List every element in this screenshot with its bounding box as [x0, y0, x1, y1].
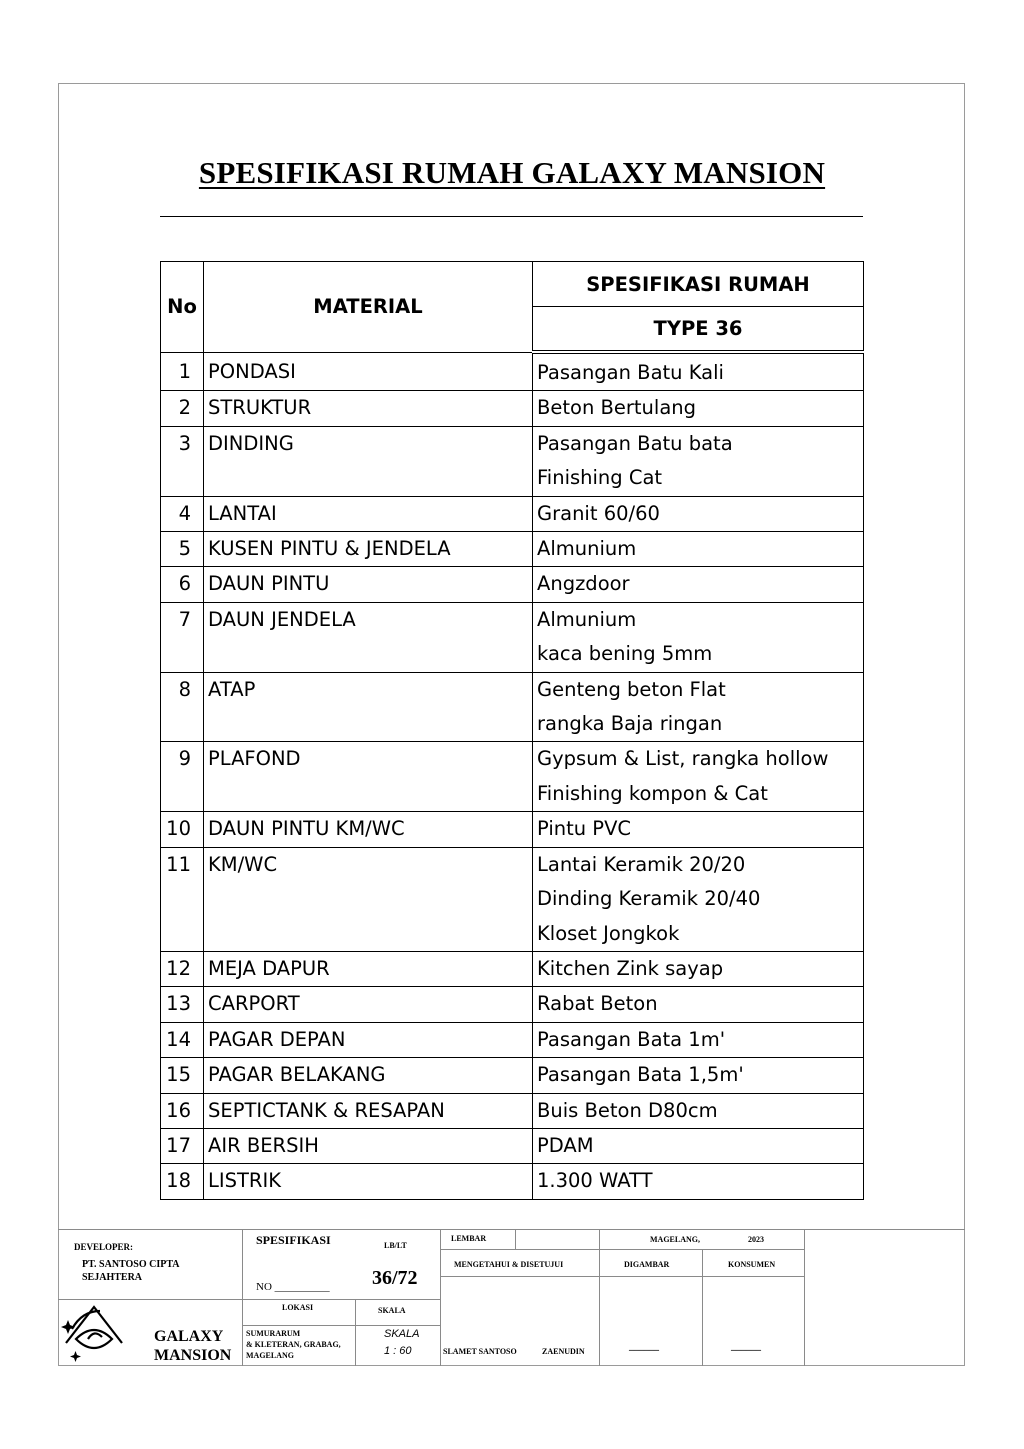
- row-material: [204, 917, 533, 952]
- row-number: 3: [161, 426, 204, 461]
- table-row: [161, 707, 864, 742]
- row-material: SEPTICTANK & RESAPAN: [204, 1093, 533, 1128]
- row-spec: Kloset Jongkok: [533, 917, 864, 952]
- signer-1: SLAMET SANTOSO: [443, 1347, 517, 1356]
- row-material: DAUN PINTU KM/WC: [204, 812, 533, 847]
- title-block: [58, 1229, 965, 1366]
- row-number: [161, 461, 204, 496]
- row-material: PAGAR DEPAN: [204, 1022, 533, 1057]
- title-rule: [160, 216, 863, 217]
- skala-value: 1 : 60: [384, 1345, 412, 1357]
- table-row: [161, 1058, 864, 1093]
- row-number: 12: [161, 951, 204, 986]
- row-spec: Pasangan Bata 1,5m': [533, 1058, 864, 1093]
- row-material: DINDING: [204, 426, 533, 461]
- spesifikasi-label: SPESIFIKASI: [256, 1233, 331, 1247]
- row-number: 2: [161, 391, 204, 426]
- table-row: [161, 1093, 864, 1128]
- sign-line-client: ______: [731, 1341, 761, 1352]
- table-row: [161, 532, 864, 567]
- row-number: [161, 707, 204, 742]
- header-spec: SPESIFIKASI RUMAH: [533, 262, 864, 307]
- row-material: AIR BERSIH: [204, 1128, 533, 1163]
- signer-2: ZAENUDIN: [542, 1347, 585, 1356]
- table-row: [161, 742, 864, 777]
- row-number: [161, 777, 204, 812]
- row-material: [204, 882, 533, 916]
- row-material: CARPORT: [204, 987, 533, 1022]
- developer-label: DEVELOPER:: [74, 1242, 134, 1252]
- row-number: 1: [161, 352, 204, 391]
- row-material: DAUN PINTU: [204, 567, 533, 602]
- developer-name-line1: PT. SANTOSO CIPTA: [82, 1259, 180, 1270]
- table-row: [161, 917, 864, 952]
- lokasi-line2: & KLETERAN, GRABAG,: [246, 1340, 341, 1349]
- row-material: PLAFOND: [204, 742, 533, 777]
- lokasi-line3: MAGELANG: [246, 1351, 294, 1360]
- row-spec: Genteng beton Flat: [533, 672, 864, 707]
- row-number: 13: [161, 987, 204, 1022]
- row-spec: Lantai Keramik 20/20: [533, 847, 864, 882]
- lembar-label: LEMBAR: [451, 1234, 487, 1243]
- table-row: [161, 777, 864, 812]
- row-number: 10: [161, 812, 204, 847]
- row-spec: Almunium: [533, 532, 864, 567]
- row-number: 7: [161, 602, 204, 637]
- row-material: DAUN JENDELA: [204, 602, 533, 637]
- row-spec: Almunium: [533, 602, 864, 637]
- table-row: [161, 987, 864, 1022]
- row-material: LISTRIK: [204, 1164, 533, 1199]
- table-row: [161, 637, 864, 672]
- row-number: 5: [161, 532, 204, 567]
- logo-text-galaxy: GALAXY: [154, 1328, 224, 1345]
- row-spec: rangka Baja ringan: [533, 707, 864, 742]
- header-type: TYPE 36: [533, 307, 864, 353]
- table-row: [161, 847, 864, 882]
- row-number: [161, 637, 204, 672]
- row-material: MEJA DAPUR: [204, 951, 533, 986]
- row-number: 6: [161, 567, 204, 602]
- row-spec: Beton Bertulang: [533, 391, 864, 426]
- row-material: [204, 777, 533, 812]
- row-spec: Dinding Keramik 20/40: [533, 882, 864, 916]
- table-row: [161, 1128, 864, 1163]
- row-spec: Pintu PVC: [533, 812, 864, 847]
- spec-table: [160, 261, 864, 1200]
- row-material: KUSEN PINTU & JENDELA: [204, 532, 533, 567]
- header-material: MATERIAL: [204, 262, 533, 353]
- row-material: [204, 707, 533, 742]
- row-number: [161, 882, 204, 916]
- table-row: [161, 812, 864, 847]
- document-no: NO __________: [256, 1281, 330, 1293]
- lokasi-line1: SUMURARUM: [246, 1329, 301, 1338]
- row-number: 4: [161, 496, 204, 531]
- row-spec: Kitchen Zink sayap: [533, 951, 864, 986]
- row-material: STRUKTUR: [204, 391, 533, 426]
- table-row: [161, 567, 864, 602]
- row-number: 8: [161, 672, 204, 707]
- row-material: PAGAR BELAKANG: [204, 1058, 533, 1093]
- sign-line-drawn: ______: [629, 1341, 659, 1352]
- table-row: [161, 1164, 864, 1199]
- lokasi-label: LOKASI: [282, 1303, 314, 1312]
- row-spec: PDAM: [533, 1128, 864, 1163]
- row-material: [204, 461, 533, 496]
- table-row: [161, 391, 864, 426]
- lblt-value: 36/72: [372, 1267, 418, 1289]
- header-no: No: [161, 262, 204, 353]
- row-material: KM/WC: [204, 847, 533, 882]
- row-spec: Granit 60/60: [533, 496, 864, 531]
- document-title: SPESIFIKASI RUMAH GALAXY MANSION: [198, 155, 826, 190]
- galaxy-mansion-logo-icon: [60, 1299, 130, 1363]
- row-spec: Pasangan Bata 1m': [533, 1022, 864, 1057]
- table-row: [161, 352, 864, 391]
- row-material: ATAP: [204, 672, 533, 707]
- row-spec: Gypsum & List, rangka hollow: [533, 742, 864, 777]
- skala-label: SKALA: [378, 1306, 406, 1315]
- row-number: [161, 917, 204, 952]
- developer-name-line2: SEJAHTERA: [82, 1272, 143, 1283]
- row-number: 11: [161, 847, 204, 882]
- spec-table-body: [161, 352, 864, 1199]
- row-number: 17: [161, 1128, 204, 1163]
- table-row: [161, 602, 864, 637]
- row-number: 15: [161, 1058, 204, 1093]
- table-row: [161, 672, 864, 707]
- table-row: [161, 951, 864, 986]
- row-spec: Finishing Cat: [533, 461, 864, 496]
- row-number: 18: [161, 1164, 204, 1199]
- lblt-label: LB/LT: [384, 1241, 407, 1250]
- row-spec: Pasangan Batu Kali: [533, 352, 864, 391]
- table-row: [161, 882, 864, 916]
- row-spec: Angzdoor: [533, 567, 864, 602]
- place-label: MAGELANG,: [650, 1235, 700, 1244]
- row-number: 16: [161, 1093, 204, 1128]
- row-spec: Rabat Beton: [533, 987, 864, 1022]
- approved-label: MENGETAHUI & DISETUJUI: [454, 1260, 564, 1269]
- row-number: 9: [161, 742, 204, 777]
- row-spec: Buis Beton D80cm: [533, 1093, 864, 1128]
- table-row: [161, 426, 864, 461]
- table-row: [161, 461, 864, 496]
- logo-text-mansion: MANSION: [154, 1347, 232, 1364]
- row-spec: Finishing kompon & Cat: [533, 777, 864, 812]
- row-material: [204, 637, 533, 672]
- year-label: 2023: [748, 1235, 764, 1244]
- row-spec: 1.300 WATT: [533, 1164, 864, 1199]
- row-spec: kaca bening 5mm: [533, 637, 864, 672]
- table-row: [161, 1022, 864, 1057]
- skala-title: SKALA: [384, 1328, 420, 1340]
- row-spec: Pasangan Batu bata: [533, 426, 864, 461]
- row-material: PONDASI: [204, 352, 533, 391]
- drawn-label: DIGAMBAR: [624, 1260, 670, 1269]
- table-row: [161, 496, 864, 531]
- client-label: KONSUMEN: [728, 1260, 776, 1269]
- row-material: LANTAI: [204, 496, 533, 531]
- row-number: 14: [161, 1022, 204, 1057]
